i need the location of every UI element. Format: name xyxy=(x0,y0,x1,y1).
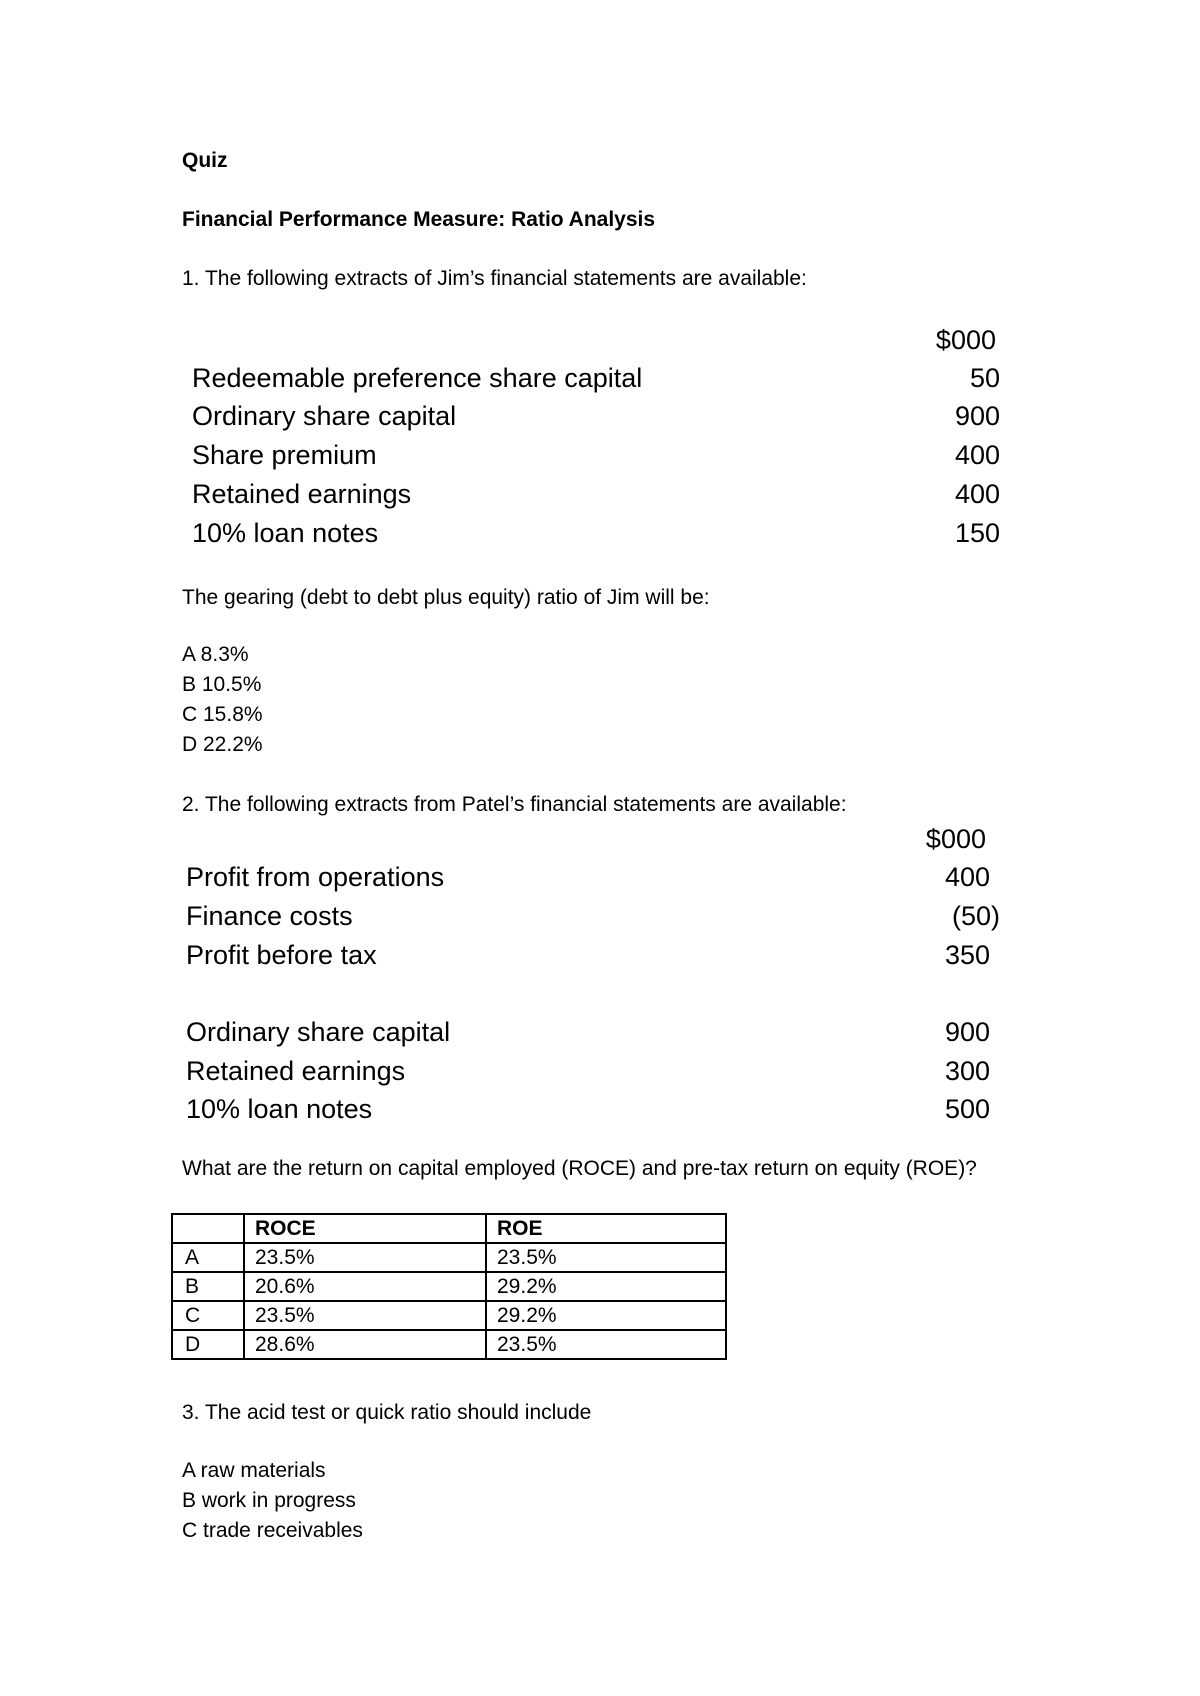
page-subtitle: Financial Performance Measure: Ratio Analysis xyxy=(182,208,656,231)
q2-row-label: Profit from operations xyxy=(186,862,445,892)
table-header-cell: ROE xyxy=(486,1214,726,1243)
table-cell: 20.6% xyxy=(244,1272,486,1301)
q2-row-label: Profit before tax xyxy=(186,940,377,970)
q1-option: A 8.3% xyxy=(182,643,249,666)
q1-unit-header: $000 xyxy=(935,325,996,355)
table-cell: 29.2% xyxy=(486,1272,726,1301)
table-cell: 23.5% xyxy=(486,1243,726,1272)
table-header-cell xyxy=(172,1214,244,1243)
q1-row-value: 400 xyxy=(954,479,1000,509)
table-header-cell: ROCE xyxy=(244,1214,486,1243)
q1-question: The gearing (debt to debt plus equity) ratio of Jim will be: xyxy=(182,586,710,609)
q1-row-label: Retained earnings xyxy=(192,479,412,509)
table-cell: 29.2% xyxy=(486,1301,726,1330)
q2-row-label: Finance costs xyxy=(186,901,353,931)
q2-row-label: Retained earnings xyxy=(186,1056,406,1086)
table-header-row xyxy=(172,1214,726,1243)
q1-row-label: 10% loan notes xyxy=(192,518,379,548)
q1-option: B 10.5% xyxy=(182,673,262,696)
answer-table xyxy=(171,1213,727,1360)
q2-row-value: 300 xyxy=(944,1056,990,1086)
table-cell: 23.5% xyxy=(486,1330,726,1359)
table-cell: C xyxy=(172,1301,244,1330)
q1-option: C 15.8% xyxy=(182,703,263,726)
q1-row-label: Ordinary share capital xyxy=(192,401,457,431)
table-row xyxy=(172,1243,726,1272)
q1-row-value: 50 xyxy=(969,363,1000,393)
q2-row-value: 900 xyxy=(944,1017,990,1047)
q1-row-label: Share premium xyxy=(192,440,377,470)
q1-intro: 1. The following extracts of Jim’s financial statements are available: xyxy=(182,267,807,290)
table-row xyxy=(172,1272,726,1301)
q1-row-value: 150 xyxy=(954,518,1000,548)
table-cell: B xyxy=(172,1272,244,1301)
q2-intro: 2. The following extracts from Patel’s financial statements are available: xyxy=(182,793,847,816)
table-cell: A xyxy=(172,1243,244,1272)
q2-question: What are the return on capital employed (ROCE) and pre-tax return on equity (ROE)? xyxy=(182,1157,977,1180)
q3-option: C trade receivables xyxy=(182,1519,363,1542)
table-cell: 23.5% xyxy=(244,1243,486,1272)
q1-option: D 22.2% xyxy=(182,733,263,756)
q3-option: A raw materials xyxy=(182,1459,326,1482)
table-cell: 23.5% xyxy=(244,1301,486,1330)
q2-row-label: Ordinary share capital xyxy=(186,1017,451,1047)
q1-row-value: 400 xyxy=(954,440,1000,470)
q3-intro: 3. The acid test or quick ratio should include xyxy=(182,1401,592,1424)
table-row xyxy=(172,1330,726,1359)
q2-row-label: 10% loan notes xyxy=(186,1094,373,1124)
q2-row-value: 350 xyxy=(944,940,990,970)
q2-row-value: 400 xyxy=(944,862,990,892)
table-cell: D xyxy=(172,1330,244,1359)
q1-row-label: Redeemable preference share capital xyxy=(192,363,643,393)
q1-row-value: 900 xyxy=(954,401,1000,431)
q2-unit-header: $000 xyxy=(925,824,986,854)
table-row xyxy=(172,1301,726,1330)
q2-row-value: (50) xyxy=(951,901,1000,931)
table-cell: 28.6% xyxy=(244,1330,486,1359)
page-title: Quiz xyxy=(182,149,228,172)
q2-row-value: 500 xyxy=(944,1094,990,1124)
q3-option: B work in progress xyxy=(182,1489,356,1512)
